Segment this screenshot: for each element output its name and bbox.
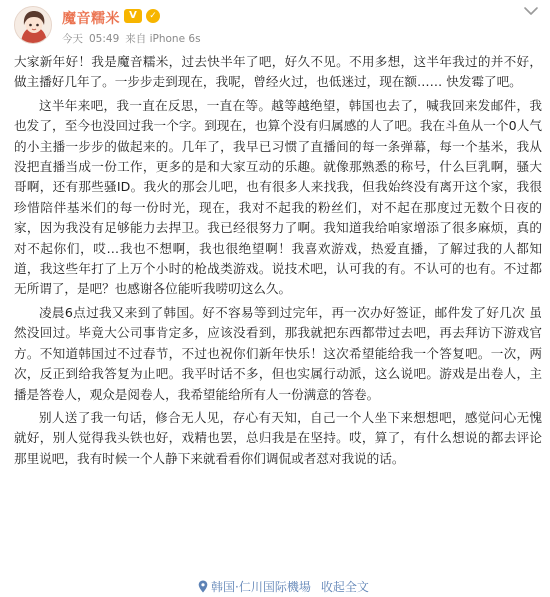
post-paragraph: 这半年来吧，我一直在反思，一直在等。越等越绝望，韩国也去了，喊我回来发邮件，我也发了，至今也没回过我一个字。到现在，也算个没有归属感的人了吧。我在斗鱼从一个0人气的小主播一步步的做起来的。几年了，我早已习惯了直播间的每一条弹幕，每一个基米，我从没把直播当成一份工作，更多的是和大家互动的乐趣。就像那熟悉的称号，什么巨乳啊，骚大哥啊，还有那些骚ID。我火的那会儿吧，也有很多人来找我，但我始终没有离开这个家，我很珍惜陪伴基米们的每一份时光，现在，我对不起我的粉丝们，对不起在那度过无数个日夜的家，因为我没有足够能力去捍卫。我已经很努力了啊。我知道我给咱家增添了很多麻烦，真的对不起你们，哎…我也不想啊，我也很绝望啊！我喜欢游戏，热爱直播，了解过我的人都知道，我这些年打了上万个小时的枪战类游戏。说技术吧，认可我的有。不认可的也有。不过都无所谓了，是吧？也感谢各位能听我唠叨这么久。 bbox=[14, 97, 542, 297]
chevron-down-icon bbox=[522, 4, 540, 18]
verified-icon: ✓ bbox=[146, 9, 160, 23]
more-options-button[interactable] bbox=[522, 4, 540, 18]
location-pin-icon bbox=[198, 580, 208, 593]
vip-badge: V bbox=[124, 9, 142, 23]
avatar-image bbox=[15, 7, 52, 44]
post-paragraph: 别人送了我一句话，修合无人见，存心有天知，自己一个人坐下来想想吧，感觉问心无愧就好，别人觉得我头铁也好，戏精也罢，总归我是在坚持。哎，算了，有什么想说的都去评论那里说吧，我有时候一个人静下来就看看你们调侃或者怼对我说的话。 bbox=[14, 409, 542, 466]
post-paragraph: 凌晨6点过我又来到了韩国。好不容易等到过完年，再一次办好签证，邮件发了好几次 虽然没回过。毕竟大公司事肯定多，应该没看到，那我就把东西都带过去吧，再去拜访下游戏官方。不知道韩国过不过春节，不过也祝你们新年快乐！这次希望能给我一个答复吧。一次，两次，反正到给我答复为止吧。我平时话不多，但也实属行动派，这么说吧。游戏是出卷人，主播是答卷人，观众是阅卷人，我希望能给所有人一份满意的答卷。 bbox=[14, 304, 542, 402]
post-meta bbox=[62, 31, 207, 46]
post-body bbox=[14, 52, 542, 472]
post-source[interactable]: 来自 iPhone 6s bbox=[125, 33, 201, 45]
post-date: 今天 bbox=[62, 33, 83, 45]
collapse-text-link[interactable]: 收起全文 bbox=[320, 579, 369, 594]
avatar[interactable] bbox=[14, 6, 52, 44]
post-header bbox=[0, 0, 550, 52]
username[interactable]: 魔音糯米 bbox=[62, 11, 120, 27]
post-time: 05:49 bbox=[89, 33, 120, 45]
location-link[interactable]: 韩国·仁川国际機場 bbox=[211, 579, 311, 594]
post-paragraph: 大家新年好！我是魔音糯米，过去快半年了吧，好久不见。不用多想，这半年我过的并不好，做主播好几年了。一步步走到现在，我呢，曾经火过，也低迷过，现在额…… 快发霉了吧。 bbox=[14, 54, 542, 90]
location-bar bbox=[198, 577, 369, 595]
